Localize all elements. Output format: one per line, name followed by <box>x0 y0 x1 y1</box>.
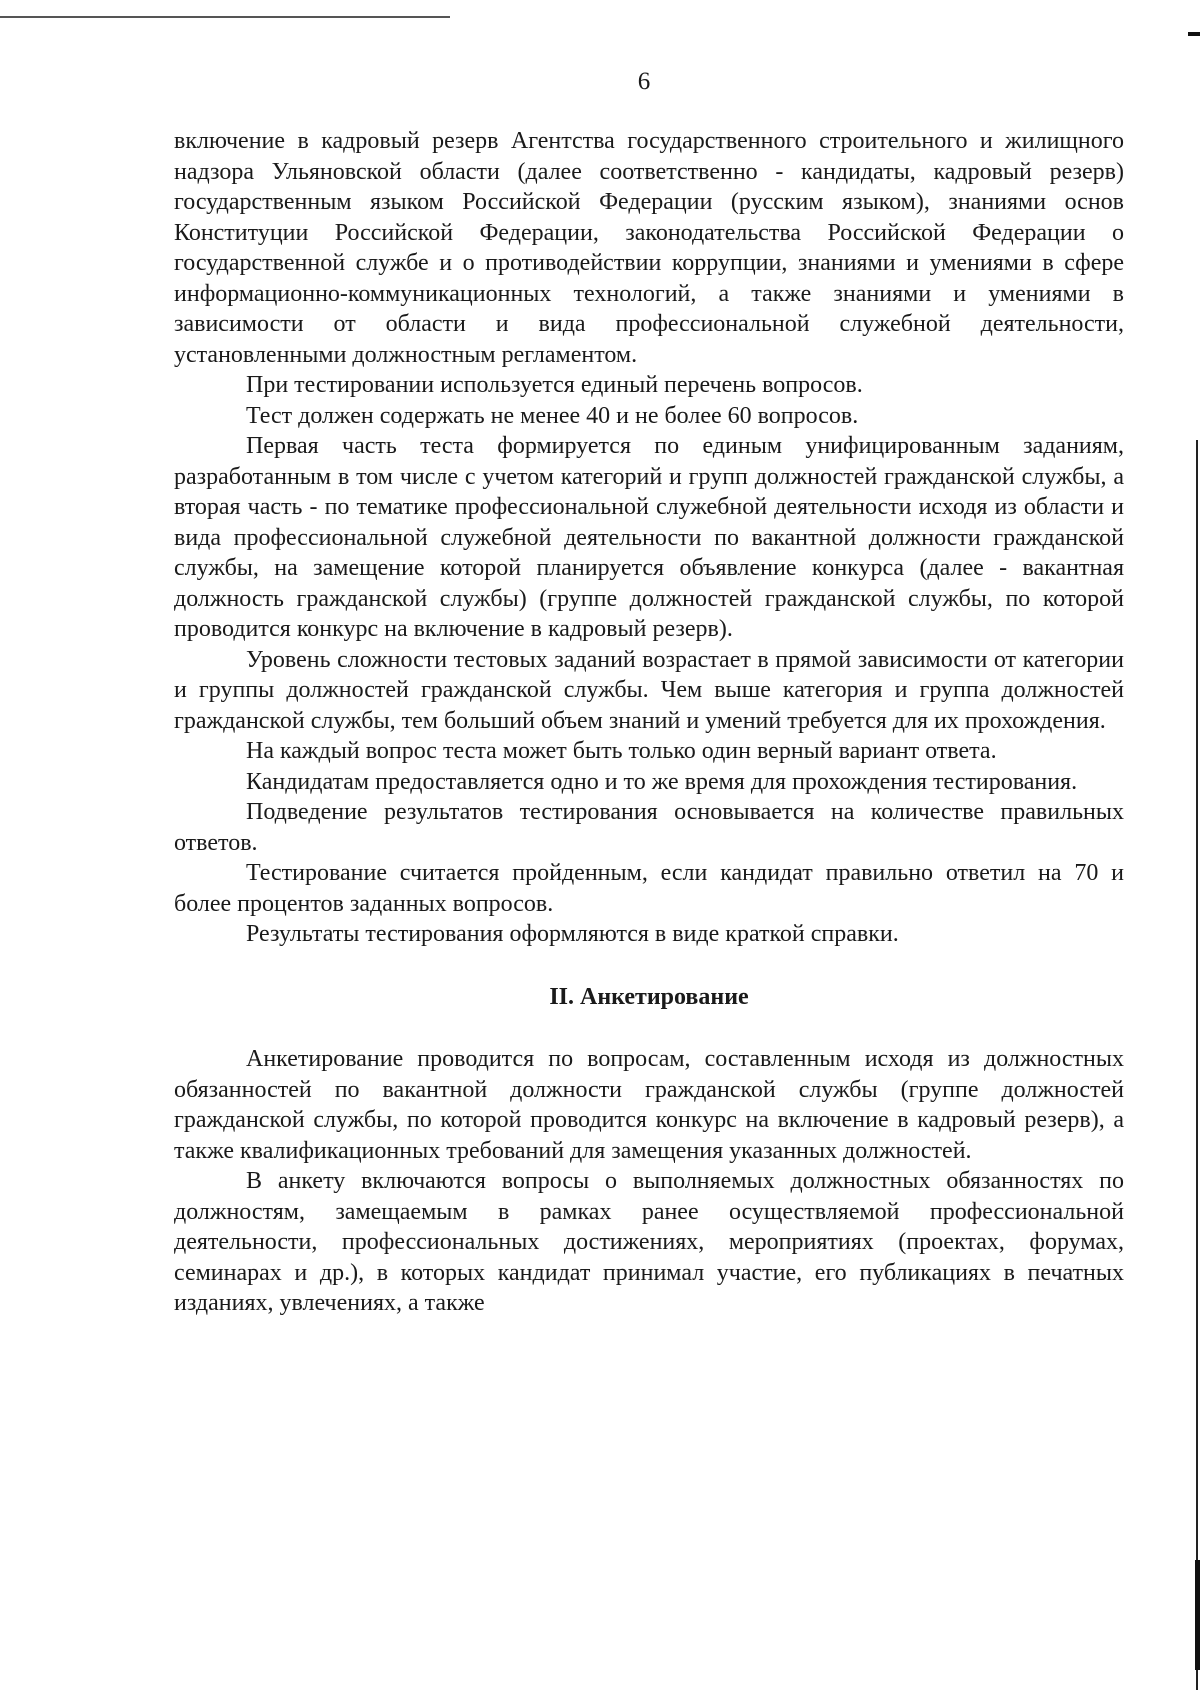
scan-artifact-top-line <box>0 16 450 18</box>
paragraph: На каждый вопрос теста может быть только один верный вариант ответа. <box>246 738 997 764</box>
paragraph: Результаты тестирования оформляются в виде краткой справки. <box>246 921 899 947</box>
section-title: II. Анкетирование <box>549 983 749 1010</box>
scan-artifact-bottom-right-mark <box>1195 1560 1200 1670</box>
paragraph: Анкетирование проводится по вопросам, составленным исходя из должностных обязанностей по вакантной должности гражданской службы (группе должностей гражданской службы, по которой проводится конкурс на включение в кадровый резерв), а также квалификационных требований для замещения указанных должностей. <box>174 1046 1124 1164</box>
scan-artifact-right-mark <box>1188 32 1200 36</box>
paragraph: Подведение результатов тестирования основывается на количестве правильных ответов. <box>174 799 1124 856</box>
document-body <box>174 126 1124 1319</box>
paragraph: Тест должен содержать не менее 40 и не более 60 вопросов. <box>246 402 859 429</box>
paragraph: Уровень сложности тестовых заданий возрастает в прямой зависимости от категории и группы должностей гражданской службы. Чем выше категория и группа должностей гражданской службы, тем больший объем знаний и умений требуется для их прохождения. <box>174 646 1124 734</box>
page-number: 6 <box>637 68 651 95</box>
paragraph: Первая часть теста формируется по единым унифицированным заданиям, разработанным в том числе с учетом категорий и групп должностей гражданской службы, а вторая часть - по тематике профессиональной служебной деятельности исходя из области и вида профессиональной служебной деятельности по вакантной должности гражданской службы, на замещение которой планируется объявление конкурса (далее - вакантная должность гражданской службы) (группе должностей гражданской службы, по которой проводится конкурс на включение в кадровый резерв). <box>174 433 1124 642</box>
scan-artifact-right-edge <box>1196 440 1198 1690</box>
paragraph: включение в кадровый резерв Агентства государственного строительного и жилищного надзора Ульяновской области (далее соответственно - кандидаты, кадровый резерв) государственным языком Российской Федерации (русским языком), знаниями основ Конституции Российской Федерации, законодательства Российской Федерации о государственной службе и о противодействии коррупции, знаниями и умениями в сфере информационно-коммуникационных технологий, а также знаниями и умениями в зависимости от области и вида профессиональной служебной деятельности, установленными должностным регламентом. <box>174 128 1124 368</box>
paragraph: Тестирование считается пройденным, если кандидат правильно ответил на 70 и более процентов заданных вопросов. <box>174 860 1124 917</box>
paragraph: В анкету включаются вопросы о выполняемых должностных обязанностях по должностям, замещаемым в рамках ранее осуществляемой профессиональной деятельности, профессиональных достижениях, мероприятиях (проектах, форумах, семинарах и др.), в которых кандидат принимал участие, его публикациях в печатных изданиях, увлечениях, а также <box>174 1168 1124 1316</box>
paragraph: Кандидатам предоставляется одно и то же время для прохождения тестирования. <box>246 768 1078 795</box>
paragraph: При тестировании используется единый перечень вопросов. <box>246 372 863 398</box>
